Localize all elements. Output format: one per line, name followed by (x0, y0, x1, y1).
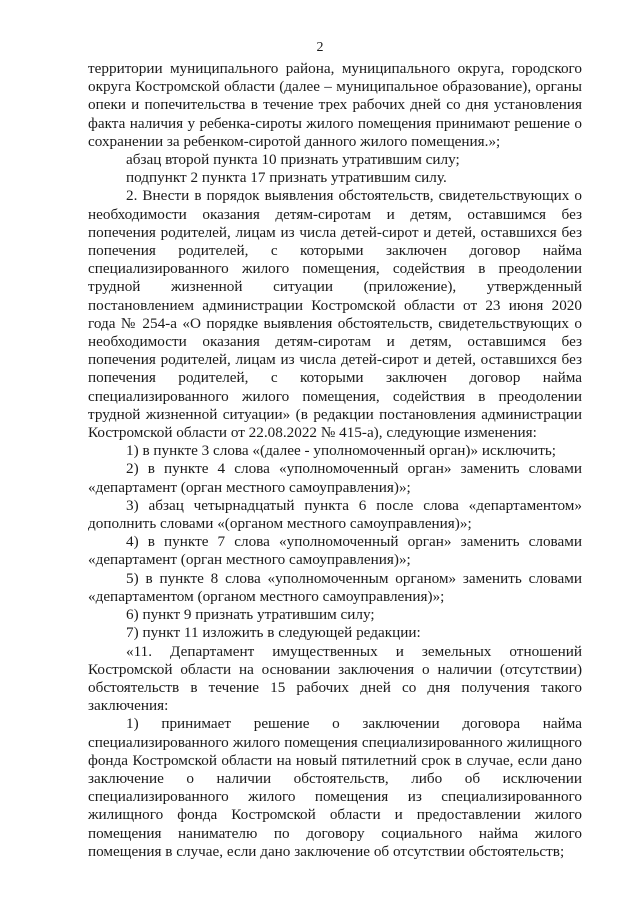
paragraph: 2. Внести в порядок выявления обстоятельств, свидетельствующих о необходимости оказания детям-сиротам и детям, оставшимся без попечения родителей, лицам из числа детей-сирот и детей, оставшихся без попечения родителей, с которыми заключен договор найма специализированного жилого помещения, содействия в преодолении трудной жизненной ситуации (приложение), утвержденный постановлением администрации Костромской области от 23 июня 2020 года № 254-а «О порядке выявления обстоятельств, свидетельствующих о необходимости оказания детям-сиротам и детям, оставшимся без попечения родителей, лицам из числа детей-сирот и детей, оставшихся без попечения родителей, с которыми заключен договор найма специализированного жилого помещения, содействия в преодолении трудной жизненной ситуации» (в редакции постановления администрации Костромской области от 22.08.2022 № 415-а), следующие изменения: (88, 187, 582, 442)
paragraph: 7) пункт 11 изложить в следующей редакции: (126, 624, 421, 642)
paragraph: 1) в пункте 3 слова «(далее - уполномоченный орган)» исключить; (126, 442, 556, 460)
paragraph: 5) в пункте 8 слова «уполномоченным органом» заменить словами «департаментом (органом местного самоуправления)»; (88, 569, 582, 605)
page-number: 2 (316, 40, 324, 55)
paragraph: 1) принимает решение о заключении договора найма специализированного жилого помещения специализированного жилищного фонда Костромской области на новый пятилетний срок в случае, если дано заключение о наличии обстоятельств, либо об исключении специализированного жилого помещения из специализированного жилищного фонда Костромской области и предоставлении жилого помещения нанимателю по договору социального найма жилого помещения в случае, если дано заключение об отсутствии обстоятельств; (88, 715, 582, 860)
paragraph: абзац второй пункта 10 признать утратившим силу; (126, 151, 460, 169)
paragraph: 4) в пункте 7 слова «уполномоченный орган» заменить словами «департамент (орган местного самоуправления)»; (88, 533, 582, 569)
paragraph: 6) пункт 9 признать утратившим силу; (126, 606, 375, 624)
paragraph: 2) в пункте 4 слова «уполномоченный орган» заменить словами «департамент (орган местного самоуправления)»; (88, 460, 582, 496)
paragraph: 3) абзац четырнадцатый пункта 6 после слова «департаментом» дополнить словами «(органом местного самоуправления)»; (88, 496, 582, 533)
paragraph: подпункт 2 пункта 17 признать утратившим силу. (126, 169, 447, 187)
paragraph: «11. Департамент имущественных и земельных отношений Костромской области на основании заключения о наличии (отсутствии) обстоятельств в течение 15 рабочих дней со дня получения такого заключения: (88, 642, 582, 715)
paragraph: территории муниципального района, муниципального округа, городского округа Костромской области (далее – муниципальное образование), органы опеки и попечительства в течение трех рабочих дней со дня установления факта наличия у ребенка-сироты жилого помещения принимают решение о сохранении за ребенком-сиротой данного жилого помещения.»; (88, 60, 582, 150)
document-body (88, 60, 582, 861)
